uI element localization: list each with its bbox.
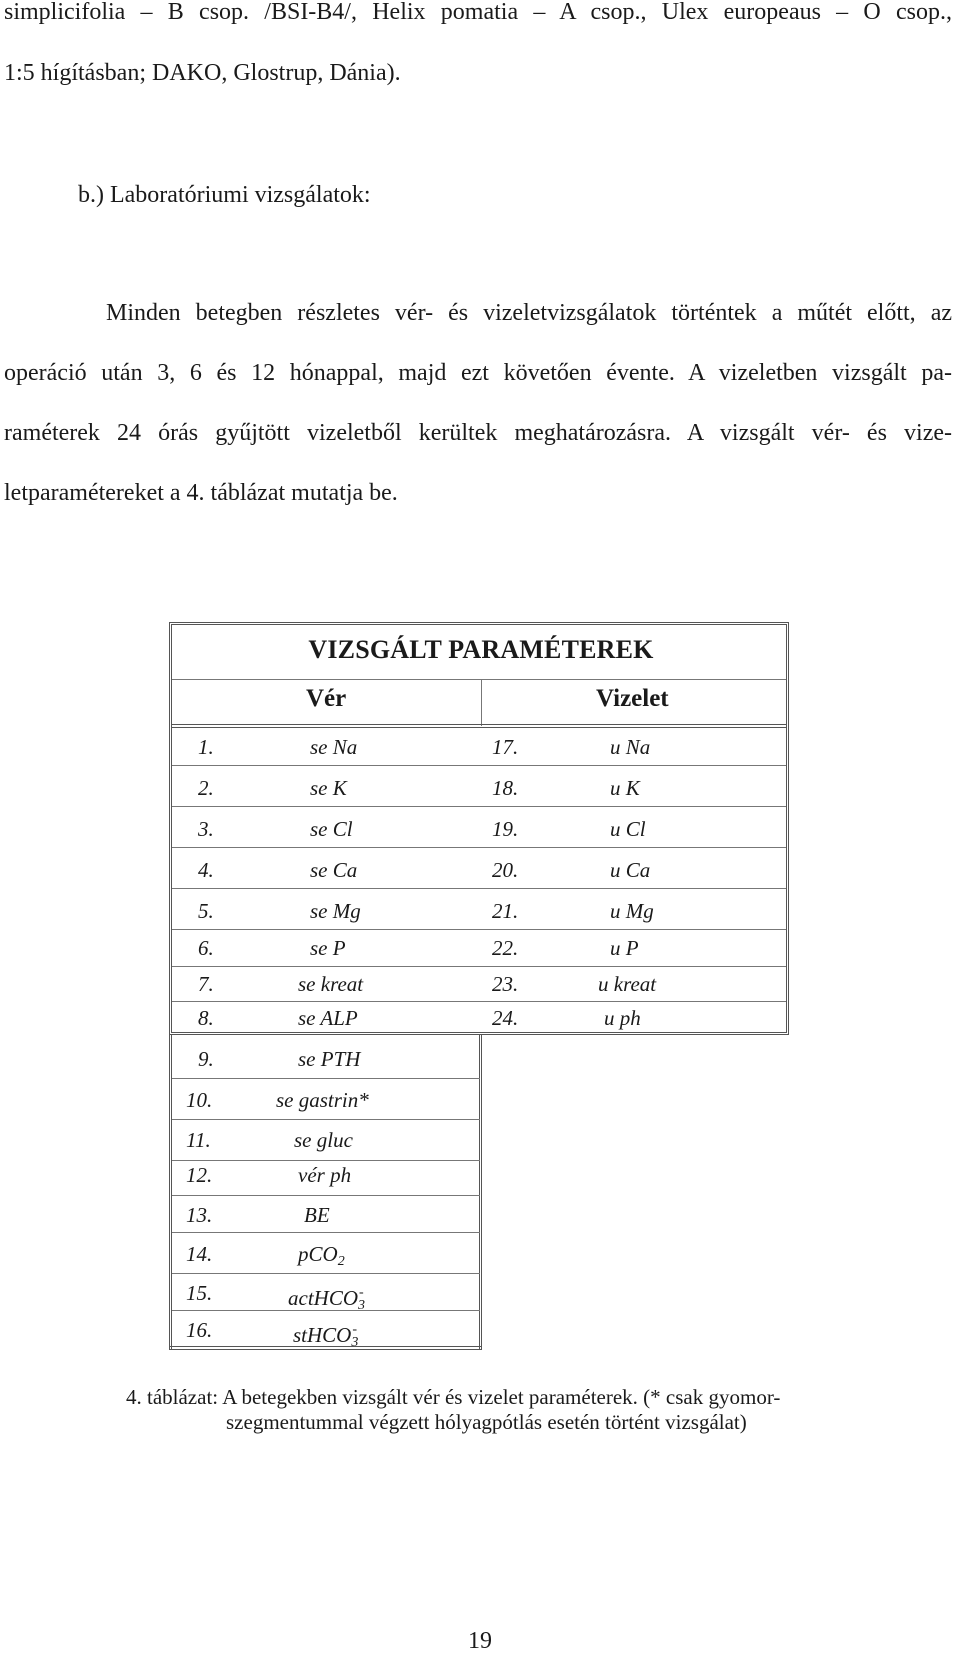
table-lower-right-border: [479, 1034, 482, 1349]
paragraph-main-line-2: operáció után 3, 6 és 12 hónappal, majd ezt követően évente. A vizeletben vizsgált pa-: [4, 360, 952, 386]
blood-row-name: se P: [310, 936, 346, 960]
urine-row-name: u Ca: [610, 858, 651, 882]
row-separator: [172, 847, 786, 848]
blood-row-name: actHCO$_3$-: [288, 1285, 365, 1313]
row-separator: [172, 1119, 480, 1120]
header-bottom-rule: [172, 724, 786, 728]
blood-row-name: pCO$_2$: [298, 1242, 345, 1269]
blood-row-name: se Cl: [310, 817, 353, 841]
blood-row-name: se PTH: [298, 1047, 361, 1071]
blood-row-name: se gastrin*: [276, 1088, 369, 1112]
blood-row-number: 13.: [186, 1203, 213, 1227]
blood-row-name: se ALP: [298, 1006, 358, 1030]
urine-row-number: 21.: [492, 899, 519, 923]
row-separator: [172, 806, 786, 807]
urine-row-name: u kreat: [598, 972, 657, 996]
blood-row-number: 11.: [186, 1128, 211, 1152]
blood-row-number: 4.: [198, 858, 214, 882]
blood-row-number: 12.: [186, 1163, 213, 1187]
urine-row-name: u P: [610, 936, 639, 960]
paragraph-main-line-3: raméterek 24 órás gyűjtött vizeletből kerültek meghatározásra. A vizsgált vér- és vize-: [4, 420, 952, 446]
row-separator: [172, 1160, 480, 1161]
table-caption-line-1: 4. táblázat: A betegekben vizsgált vér és vizelet paraméterek. (* csak gyomor-: [126, 1385, 781, 1409]
urine-row-name: u K: [610, 776, 640, 800]
row-separator: [172, 1232, 480, 1233]
row-separator: [172, 929, 786, 930]
urine-row-number: 22.: [492, 936, 519, 960]
urine-row-name: u Na: [610, 735, 651, 759]
column-head-urine: Vizelet: [596, 685, 669, 712]
blood-row-name: BE: [304, 1203, 330, 1227]
paragraph-top-line-2: 1:5 hígításban; DAKO, Glostrup, Dánia).: [4, 60, 401, 86]
blood-row-number: 7.: [198, 972, 214, 996]
blood-row-number: 1.: [198, 735, 214, 759]
row-separator: [172, 1001, 786, 1002]
table-title: VIZSGÁLT PARAMÉTEREK: [308, 635, 654, 664]
row-separator: [172, 765, 786, 766]
urine-row-name: u Mg: [610, 899, 654, 923]
urine-row-number: 19.: [492, 817, 519, 841]
blood-row-name: se Na: [310, 735, 358, 759]
section-heading: b.) Laboratóriumi vizsgálatok:: [78, 182, 371, 208]
blood-row-name: se kreat: [298, 972, 364, 996]
blood-row-number: 5.: [198, 899, 214, 923]
blood-row-number: 3.: [198, 817, 214, 841]
urine-row-number: 20.: [492, 858, 519, 882]
blood-row-number: 6.: [198, 936, 214, 960]
blood-row-name: stHCO$_3$-: [293, 1322, 359, 1350]
urine-row-number: 18.: [492, 776, 519, 800]
blood-row-name: vér ph: [298, 1163, 352, 1187]
title-separator: [172, 679, 786, 680]
header-column-divider: [481, 680, 482, 726]
blood-row-number: 2.: [198, 776, 214, 800]
blood-row-number: 14.: [186, 1242, 213, 1266]
row-separator: [172, 1195, 480, 1196]
urine-row-number: 17.: [492, 735, 519, 759]
urine-row-number: 24.: [492, 1006, 519, 1030]
paragraph-main-line-4: letparamétereket a 4. táblázat mutatja be.: [4, 480, 398, 506]
blood-row-name: se Ca: [310, 858, 358, 882]
blood-row-name: se gluc: [294, 1128, 353, 1152]
table-upper-frame: [169, 622, 789, 1035]
table-left-border-lower: [169, 1034, 172, 1349]
column-head-blood: Vér: [306, 685, 347, 712]
table-caption-line-2: szegmentummal végzett hólyagpótlás esetén történt vizsgálat): [226, 1410, 747, 1434]
blood-row-number: 8.: [198, 1006, 214, 1030]
row-separator: [172, 888, 786, 889]
urine-row-name: u Cl: [610, 817, 646, 841]
blood-row-name: se Mg: [310, 899, 361, 923]
row-separator: [172, 966, 786, 967]
urine-row-name: u ph: [604, 1006, 641, 1030]
paragraph-top-line-1: simplicifolia – B csop. /BSI-B4/, Helix pomatia – A csop., Ulex europeaus – O csop.,: [4, 0, 952, 25]
blood-row-number: 10.: [186, 1088, 213, 1112]
urine-row-number: 23.: [492, 972, 519, 996]
blood-row-number: 15.: [186, 1281, 213, 1305]
blood-row-number: 9.: [198, 1047, 214, 1071]
row-separator: [172, 1078, 480, 1079]
paragraph-main-line-1: Minden betegben részletes vér- és vizeletvizsgálatok történtek a műtét előtt, az: [106, 300, 952, 326]
blood-row-name: se K: [310, 776, 347, 800]
blood-row-number: 16.: [186, 1318, 213, 1342]
page-number: 19: [468, 1628, 492, 1654]
